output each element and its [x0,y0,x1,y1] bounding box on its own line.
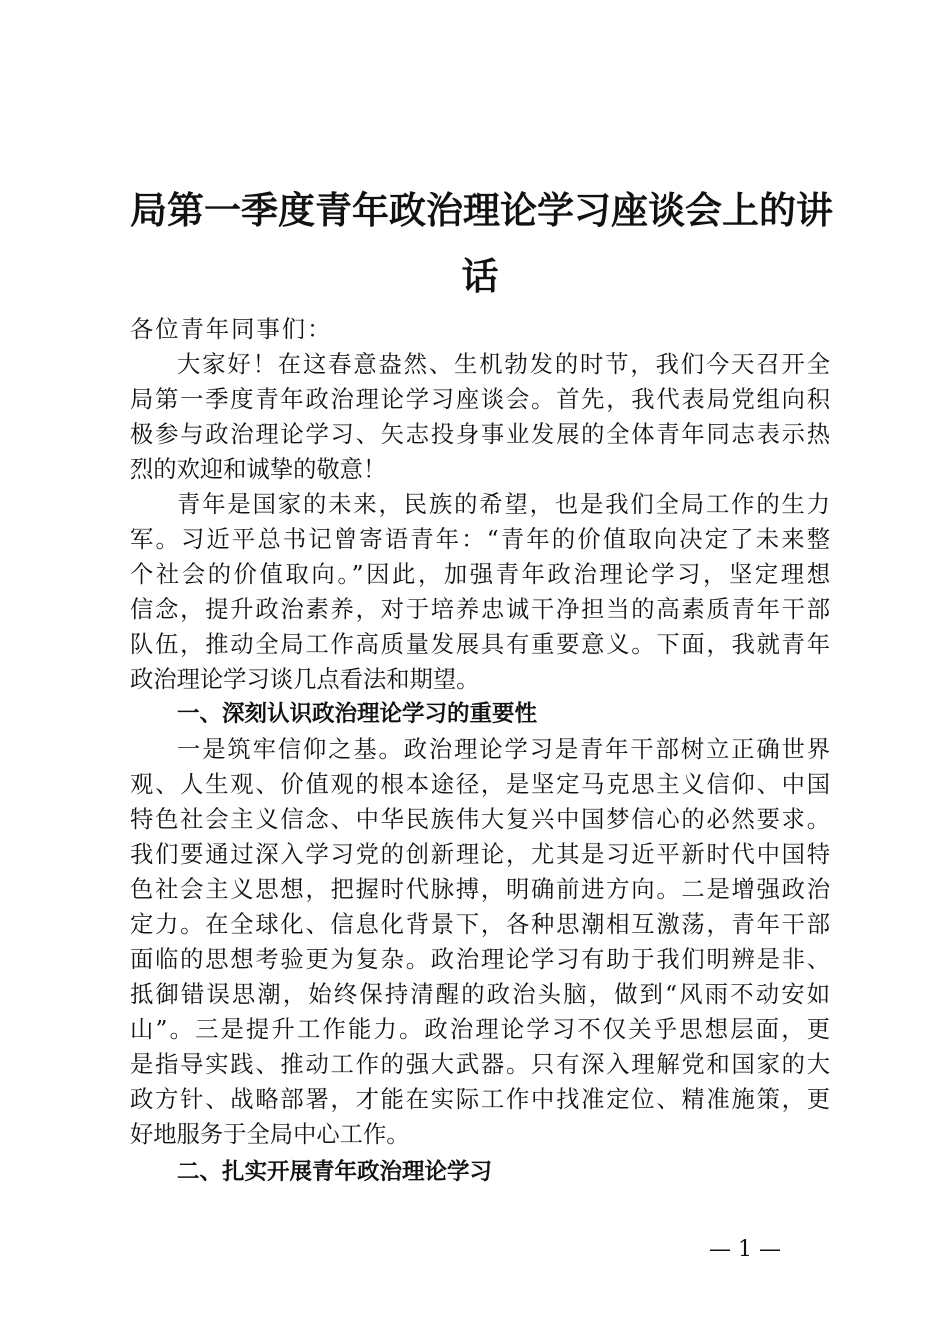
paragraph-3-line-1: 一是筑牢信仰之基。政治理论学习是青年干部树立正确世界 [177,736,830,763]
paragraph-3-line-4: 我们要通过深入学习党的创新理论，尤其是习近平新时代中国特 [130,841,830,868]
paragraph-3-line-12: 好地服务于全局中心工作。 [130,1121,410,1148]
paragraph-2-line-2: 军。习近平总书记曾寄语青年：“青年的价值取向决定了未来整 [130,526,830,553]
paragraph-3-line-5: 色社会主义思想，把握时代脉搏，明确前进方向。二是增强政治 [130,876,830,903]
section-heading-1: 一、深刻认识政治理论学习的重要性 [177,701,538,727]
document-title-line-2: 话 [461,254,499,298]
paragraph-2-line-4: 信念，提升政治素养，对于培养忠诚干净担当的高素质青年干部 [130,596,830,623]
section-heading-2: 二、扎实开展青年政治理论学习 [177,1159,493,1185]
page-number: — 1 — [709,1237,781,1262]
paragraph-1-line-3: 极参与政治理论学习、矢志投身事业发展的全体青年同志表示热 [130,421,830,448]
paragraph-2-line-5: 队伍，推动全局工作高质量发展具有重要意义。下面，我就青年 [130,631,830,658]
paragraph-3-line-6: 定力。在全球化、信息化背景下，各种思潮相互激荡，青年干部 [130,911,830,938]
document-title-line-1: 局第一季度青年政治理论学习座谈会上的讲 [130,188,833,232]
paragraph-2-line-6: 政治理论学习谈几点看法和期望。 [130,666,480,693]
paragraph-2-line-3: 个社会的价值取向。”因此，加强青年政治理论学习，坚定理想 [130,561,830,588]
document-body [130,312,830,1190]
paragraph-3-line-7: 面临的思想考验更为复杂。政治理论学习有助于我们明辨是非、 [130,946,830,973]
paragraph-1-line-1: 大家好！在这春意盎然、生机勃发的时节，我们今天召开全 [177,351,830,378]
paragraph-3-line-3: 特色社会主义信念、中华民族伟大复兴中国梦信心的必然要求。 [130,806,830,833]
paragraph-1-line-2: 局第一季度青年政治理论学习座谈会。首先，我代表局党组向积 [130,386,830,413]
paragraph-3-line-8: 抵御错误思潮，始终保持清醒的政治头脑，做到“风雨不动安如 [130,981,830,1008]
paragraph-3-line-10: 是指导实践、推动工作的强大武器。只有深入理解党和国家的大 [130,1051,830,1078]
paragraph-3-line-11: 政方针、战略部署，才能在实际工作中找准定位、精准施策，更 [130,1086,830,1113]
paragraph-3-line-2: 观、人生观、价值观的根本途径，是坚定马克思主义信仰、中国 [130,771,830,798]
paragraph-3-line-9: 山”。三是提升工作能力。政治理论学习不仅关乎思想层面，更 [130,1016,830,1043]
paragraph-2-line-1: 青年是国家的未来，民族的希望，也是我们全局工作的生力 [177,491,830,518]
paragraph-1-line-4: 烈的欢迎和诚挚的敬意！ [130,456,387,483]
salutation: 各位青年同事们： [130,316,333,343]
